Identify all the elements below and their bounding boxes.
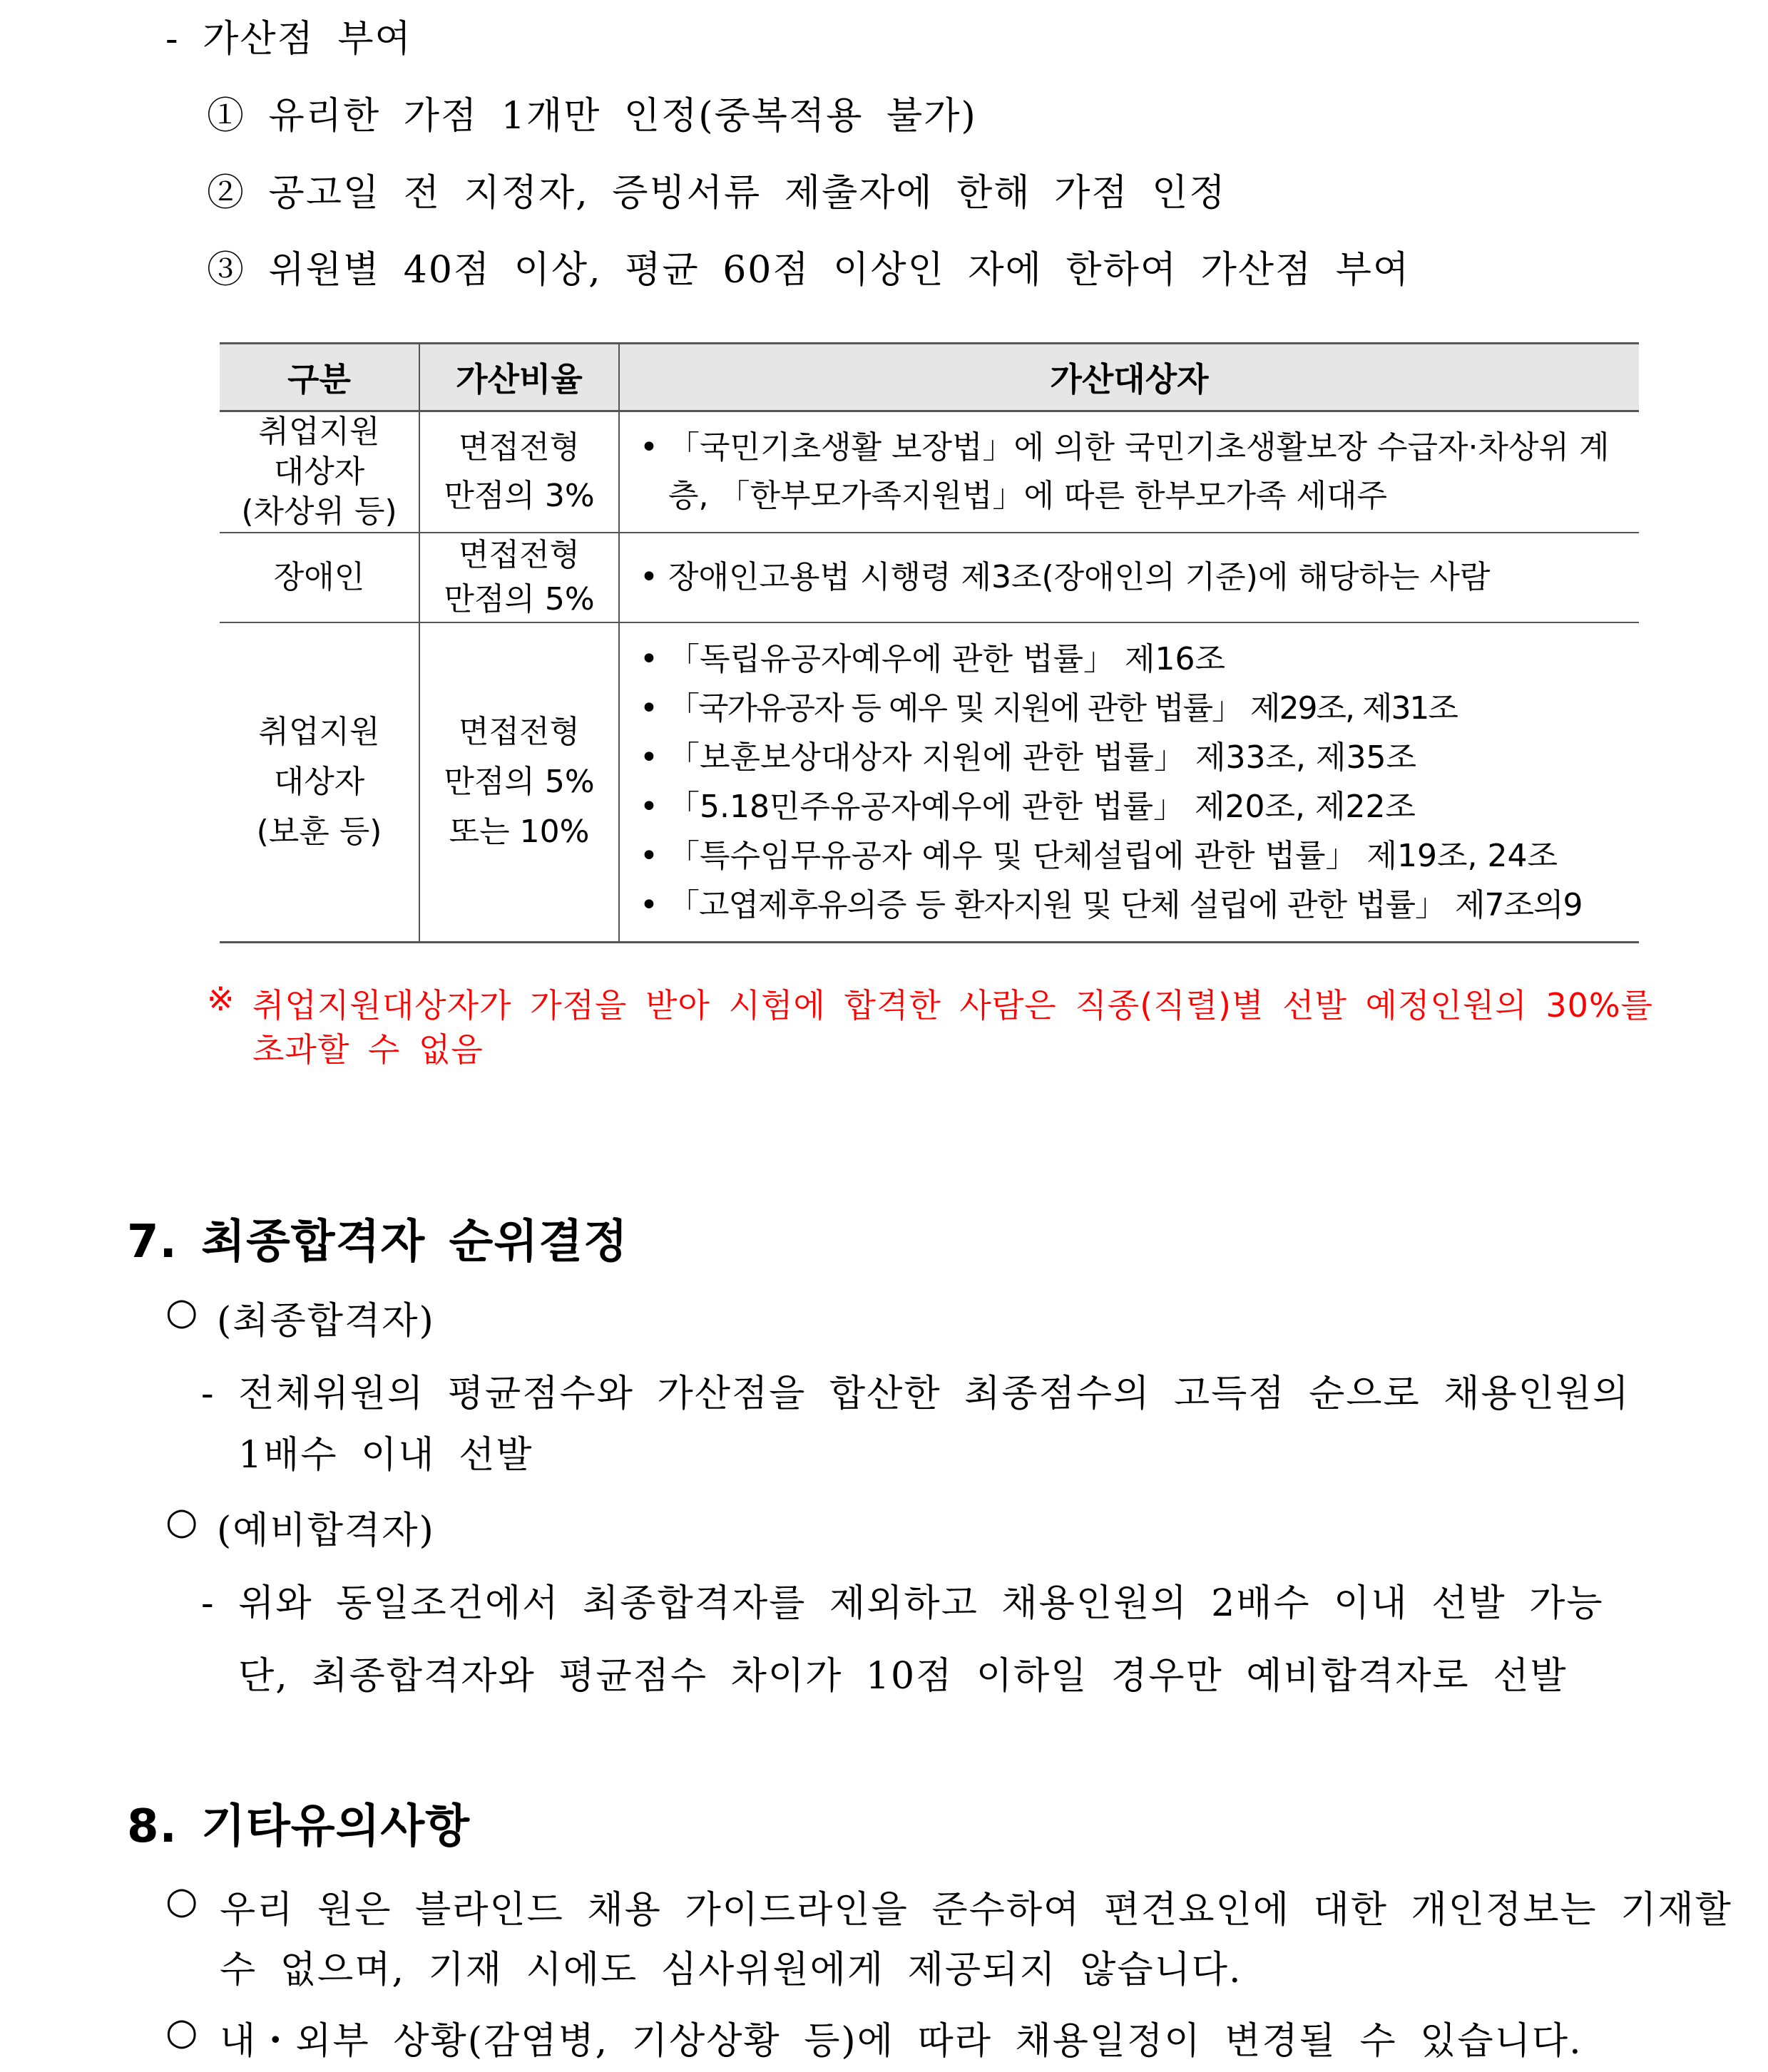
table-row xyxy=(220,622,1639,942)
ratio-line: 또는 10% xyxy=(449,813,590,850)
row-targets xyxy=(619,622,1639,942)
ratio-line: 면접전형 xyxy=(458,537,580,573)
header-category: 구분 xyxy=(220,344,419,411)
bullet-icon: ○ xyxy=(165,2011,200,2053)
target-text: 「국가유공자 등 예우 및 지원에 관한 법률」 제29조, 제31조 xyxy=(668,689,1457,727)
bullet-dot-icon: • xyxy=(640,559,658,595)
list-item xyxy=(634,553,1639,602)
section-8-heading: 8. 기타유의사항 xyxy=(127,1800,471,1853)
bonus-rule-3: ③ 위원별 40점 이상, 평균 60점 이상인 자에 한하여 가산점 부여 xyxy=(207,249,1411,292)
header-ratio: 가산비율 xyxy=(419,344,619,411)
target-text: 「고엽제후유의증 등 환자지원 및 단체 설립에 관한 법률」 제7조의9 xyxy=(668,886,1583,923)
final-passer-detail-1: - 전체위원의 평균점수와 가산점을 합산한 최종점수의 고득점 순으로 채용인원의 xyxy=(201,1373,1630,1415)
bonus-rule-1: ① 유리한 가점 1개만 인정(중복적용 불가) xyxy=(207,95,977,138)
row-category xyxy=(220,411,419,533)
row-ratio xyxy=(419,533,619,622)
bullet-dot-icon: • xyxy=(640,788,658,825)
table-row xyxy=(220,533,1639,622)
bullet-dot-icon: • xyxy=(640,837,658,874)
row-ratio xyxy=(419,411,619,533)
notice-1-line-2: 수 없으며, 기재 시에도 심사위원에게 제공되지 않습니다. xyxy=(220,1949,1242,1991)
category-line: (보훈 등) xyxy=(256,813,382,850)
bullet-dot-icon: • xyxy=(640,886,658,923)
ratio-line: 만점의 5% xyxy=(444,581,595,617)
bullet-dot-icon: • xyxy=(640,739,658,776)
notice-2-line-1: 내・외부 상황(감염병, 기상상황 등)에 따라 채용일정이 변경될 수 있습니다. xyxy=(220,2020,1583,2063)
category-line: 취업지원 xyxy=(258,414,380,450)
section-7-heading: 7. 최종합격자 순위결정 xyxy=(127,1216,628,1268)
bonus-rule-2: ② 공고일 전 지정자, 증빙서류 제출자에 한해 가점 인정 xyxy=(207,172,1227,215)
bullet-dot-icon: • xyxy=(640,689,658,727)
row-category xyxy=(220,622,419,942)
final-passer-detail-2: 1배수 이내 선발 xyxy=(238,1434,533,1477)
note-line-1: 취업지원대상자가 가점을 받아 시험에 합격한 사람은 직종(직렬)별 선발 예정인원의 30%를 xyxy=(252,986,1653,1025)
category-line: 장애인 xyxy=(273,559,365,595)
bullet-dot-icon: • xyxy=(640,640,658,677)
row-targets xyxy=(619,533,1639,622)
target-text: 장애인고용법 시행령 제3조(장애인의 기준)에 해당하는 사람 xyxy=(668,559,1491,595)
row-targets xyxy=(619,411,1639,533)
bullet-icon: ○ xyxy=(165,1879,200,1922)
list-item xyxy=(634,782,1639,831)
reserve-passer-detail-1: - 위와 동일조건에서 최종합격자를 제외하고 채용인원의 2배수 이내 선발 가능 xyxy=(201,1582,1604,1625)
category-line: 대상자 xyxy=(273,763,365,800)
row-category xyxy=(220,533,419,622)
target-text: 「특수임무유공자 예우 및 단체설립에 관한 법률」 제19조, 24조 xyxy=(668,837,1558,874)
target-text: 「독립유공자예우에 관한 법률」 제16조 xyxy=(668,640,1226,677)
table-header-row xyxy=(220,344,1639,411)
target-text: 「국민기초생활 보장법」에 의한 국민기초생활보장 수급자·차상위 계층, 「한부모가족지원법」에 따른 한부모가족 세대주 xyxy=(668,429,1610,514)
category-line: 대상자 xyxy=(273,453,365,490)
note-line-2: 초과할 수 없음 xyxy=(252,1030,484,1069)
list-item xyxy=(634,635,1639,684)
ratio-line: 면접전형 xyxy=(458,713,580,750)
bullet-icon: ○ xyxy=(165,1500,200,1543)
bonus-points-table xyxy=(220,342,1639,943)
reserve-passer-detail-2: 단, 최종합격자와 평균점수 차이가 10점 이하일 경우만 예비합격자로 선발 xyxy=(238,1655,1568,1698)
row-ratio xyxy=(419,622,619,942)
list-item xyxy=(634,684,1639,733)
bonus-points-subtitle: - 가산점 부여 xyxy=(165,18,412,61)
note-mark: ※ xyxy=(207,980,235,1018)
list-item xyxy=(634,424,1639,520)
ratio-line: 면접전형 xyxy=(458,429,580,466)
category-line: (차상위 등) xyxy=(241,493,397,530)
table-row xyxy=(220,411,1639,533)
ratio-line: 만점의 3% xyxy=(444,478,595,514)
notice-1-line-1: 우리 원은 블라인드 채용 가이드라인을 준수하여 편견요인에 대한 개인정보는 기재할 xyxy=(220,1889,1732,1932)
header-targets: 가산대상자 xyxy=(619,344,1639,411)
bullet-icon: ○ xyxy=(165,1291,200,1333)
bullet-dot-icon: • xyxy=(640,429,658,466)
list-item xyxy=(634,881,1639,930)
final-passer-label: (최종합격자) xyxy=(217,1300,435,1343)
reserve-passer-label: (예비합격자) xyxy=(217,1509,435,1552)
list-item xyxy=(634,733,1639,782)
list-item xyxy=(634,831,1639,881)
target-text: 「보훈보상대상자 지원에 관한 법률」 제33조, 제35조 xyxy=(668,739,1416,776)
ratio-line: 만점의 5% xyxy=(444,763,595,800)
category-line: 취업지원 xyxy=(258,713,380,750)
target-text: 「5.18민주유공자예우에 관한 법률」 제20조, 제22조 xyxy=(668,788,1416,825)
